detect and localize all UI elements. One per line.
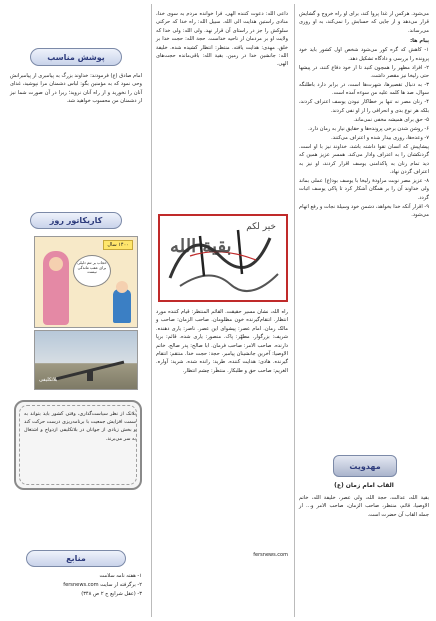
message-item: ۶- روشن شدن برخی پرونده‌ها و حقایق نیاز به زمان دارد.: [308, 125, 429, 132]
message-item: پیشاپیش که انسان تقوا داشته باشد، خداوند نیز با او است. گردنکشان را به اعتراف وادار می‌کند. همسر عزیز همین که دید تمام زنان به پاکدامنی یوسف اقرار کردند، او نیز به اعتراف گردن نهاد.: [299, 143, 429, 176]
intro-paragraph: می‌شود. هرکس از غذا پروا کند، برای او راه خروج و گشایش قرار می‌دهد و از جایی که حسابش را نمی‌کند، به او روزی می‌رساند.: [299, 11, 429, 34]
message-item: ۴- زنان مصر نه تنها بر خطاکار نبودن یوسف اعتراف کردند، بلکه هر نوع بدی و انحرافی را از او نفی کردند.: [299, 99, 429, 114]
cartoon-tag: ۱۴۰۰ سال: [103, 240, 133, 250]
seesaw-pivot: [87, 371, 93, 381]
source-item: ۲- برگرفته از سایت fersnews.com: [63, 582, 142, 588]
cartoon-boy-face: [116, 281, 128, 293]
mahdaviat-banner: [333, 455, 397, 477]
cartoon-banner-label: کاریکاتور روز: [49, 216, 103, 225]
middle-column: [151, 4, 291, 617]
source-item: ۱- هفته نامه سلامت: [99, 573, 142, 579]
message-item: ۳- به دنبال تقصیر‌ها، شهرت‌ها است، در برابر دارد باطلنگه سوال، صد ها کلمه علیه من سوءه آمده است.: [299, 82, 429, 97]
seesaw-photo: [34, 330, 138, 390]
message-item: ۸- عزیز مصر نوبت مراودۀ زلیخا با یوسف بود(ع) عملی بماند ولی خداوند آن را بر همگان آشکار کرد تا پاکی یوسف اثبات گردد.: [299, 178, 429, 201]
cartoon-image: [34, 236, 138, 328]
message-item: ۲- افراد مظهر را همچون کنید تا از خود دفاع کنند، در پیشها حتی زلیخا نیز مقصر داشت.: [299, 64, 429, 80]
quran-commentary: [299, 10, 429, 220]
calligraphy-word: بقیة الله: [170, 236, 232, 257]
imam-titles-text: بقیة الله، عدالت، حجة الله، ولی عصر، خلیفة الله، خاتم الاوصیا، قائم، منتظر، صاحب الزمان، صاحب الامر و… از جمله القاب آن حضرت است.: [299, 495, 429, 518]
message-item: ۷- وعده‌ها، روزی بیدار شده و اعتراف می‌کنند.: [331, 134, 429, 141]
ornate-note-box: [14, 400, 142, 490]
mahdaviat-banner-label: مهدویت: [349, 461, 381, 471]
sources-list: [10, 572, 142, 599]
message-item: ۱- کاهش که گره کور می‌شود شخص اول کشور باید خود پرونده را بررسی و دادگاه تشکیل دهد.: [299, 47, 429, 62]
calligraphy-panel: [158, 214, 288, 302]
cartoon-banner: [30, 212, 122, 229]
sources-banner-label: منابع: [66, 554, 86, 563]
proper-dress-banner-label: پوشش مناسب: [47, 52, 105, 62]
messages-list: [299, 46, 429, 219]
cartoon-speech-bubble: حجاب بر تنم دلیلی برای عقب ماندگی نیست: [73, 255, 111, 287]
names-text-bottom: راه الله، نشان مسیر حقیقت. القائم المنتظر: قیام کننده مورد انتظار. انتقام‌گیرنده خون مظلومان. صاحب الزمان: صاحب و مالک زمان. امام عصر: پیشوای این عصر. ناصر: یاری دهنده. شریف: بزرگوار. مطهّر: پاک. منصور: یاری شده. قائم: برپا دارنده. صاحب الامر: صاحب فرمان. ابا صالح: پدر صالح. خاتم الاوصیا: آخرین جانشینان پیامبر. حجة: حجت خدا. منتقم: انتقام گیرنده. هادی: هدایت کننده. طرید: رانده شده. شرید: آواره. الغریم: صاحب حق و طلبکار. منتظَر: چشم انتظار.: [156, 309, 288, 374]
magazine-page: [4, 4, 432, 617]
messages-subhead: پیام ها:: [410, 38, 429, 45]
proper-dress-banner: [30, 48, 122, 66]
proper-dress-text: امام صادق (ع) فرمودند: خداوند بزرگ به پیامبری از پیامبرانش وحی نمود که به مؤمنین بگو: لباس دشمنان مرا نپوشید، غذای آنان را نخورید و از راه آنان نروید؛ زیرا در آن صورت شما نیز از دشمنان من محسوب خواهید شد.: [10, 73, 142, 105]
source-url: fersnews.com: [253, 552, 288, 558]
cartoon-woman-face: [49, 257, 63, 271]
right-column: [294, 4, 432, 617]
sources-banner: [26, 550, 126, 567]
names-text-top: داعی الله: دعوت کننده الهی. فرا خوانده مردم به سوی خدا، منادی راستین هدایت الی الله. سبیل الله: راه خدا که حرکتی سلوکش را جز در راستای آن قرار نهد. ولی الله: ولی خدا که ولایت او بر مردمان از ناحیه خداست. حجة الله: حجت خدا بر خلق. مهدی: هدایت یافته. منتظر: انتظار کشیده شده. خلیفة الله: جانشین خدا در زمین. بقیة الله: باقی‌مانده حجت‌های الهی.: [156, 11, 288, 68]
calligraphy-subword: خیر لکم: [246, 222, 276, 232]
message-item: ۵- حق برای همیشه مخفی نمی‌ماند.: [353, 116, 429, 123]
message-item: ۹- اقرار آنکه خدا بخواهد، دشمن خود وسیلۀ نجات و رفع اتهام می‌شود.: [299, 203, 429, 219]
left-column: [4, 4, 148, 617]
cartoon-boy: [113, 289, 131, 323]
note-text: بلاتک از نظر سیاست‌گذاری، وقتی کشور باید بتواند به سمت افزایش جمعیت با برنامه‌ریزی درست حرکت کند و بخش زیادی از جوانان در بلاتکلیفی ازدواج و اشتغال به سر می‌برند.: [24, 411, 136, 442]
imam-titles-heading: القاب امام زمان (ع): [334, 482, 394, 489]
photo-caption: بلاتکلیفی: [39, 377, 58, 383]
source-item: ۳- (عقل شرایع ج ۲ ص ۳۴۸): [81, 591, 142, 597]
